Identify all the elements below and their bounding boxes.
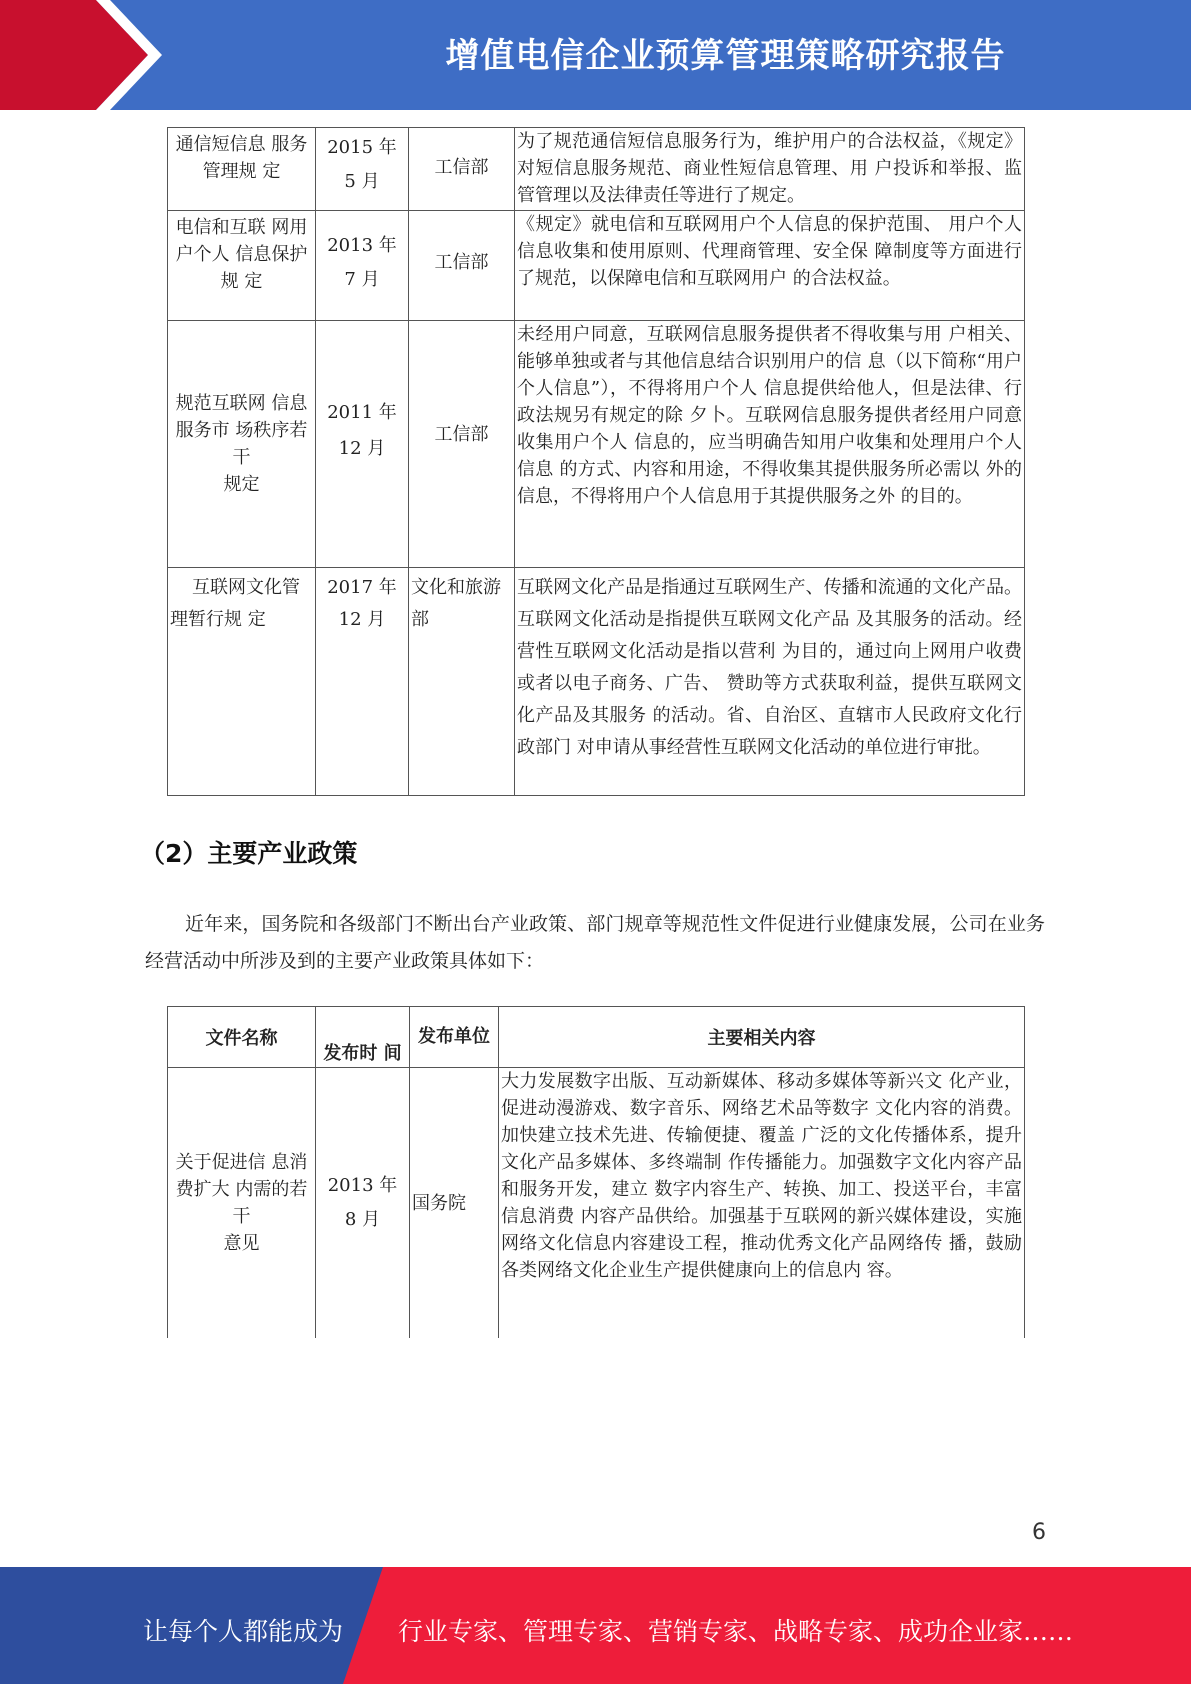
regulation-name: 通信短信息 服务管理规 定 [168, 128, 316, 211]
policy-date: 2013 年 8 月 [316, 1068, 410, 1339]
header-issuer: 发布单位 [410, 1007, 499, 1068]
table-row [168, 321, 1025, 568]
regulation-dept: 工信部 [409, 211, 515, 321]
page-header [0, 0, 1191, 110]
regulation-date: 2013 年 7 月 [316, 211, 409, 321]
table-row [168, 1068, 1025, 1339]
policy-issuer: 国务院 [410, 1068, 499, 1339]
regulation-name: 互联网文化管理暂行规 定 [168, 568, 316, 796]
regulation-content: 为了规范通信短信息服务行为，维护用户的合法权益，《规定》对短信息服务规范、商业性短信息管理、用 户投诉和举报、监管管理以及法律责任等进行了规定。 [515, 128, 1025, 211]
policy-name: 关于促进信 息消费扩大 内需的若干 意见 [168, 1068, 316, 1339]
footer-slogan-right: 行业专家、管理专家、营销专家、战略专家、成功企业家…… [398, 1617, 1074, 1646]
regulation-date: 2015 年 5 月 [316, 128, 409, 211]
header-file-name: 文件名称 [168, 1007, 316, 1068]
regulation-date: 2017 年 12 月 [316, 568, 409, 796]
regulation-content: 互联网文化产品是指通过互联网生产、传播和流通的文化产品。互联网文化活动是指提供互联网文化产品 及其服务的活动。经营性互联网文化活动是指以营利 为目的，通过向上网用户收费或者以电子商务、广告、 赞助等方式获取利益，提供互联网文化产品及其服务 的活动。省、自治区、直辖市人民政府文化行政部门 对申请从事经营性互联网文化活动的单位进行审批。 [515, 568, 1025, 796]
table-header-row [168, 1007, 1025, 1068]
table-row [168, 568, 1025, 796]
industry-policy-table [167, 1006, 1025, 1338]
regulation-date: 2011 年 12 月 [316, 321, 409, 568]
header-content: 主要相关内容 [499, 1007, 1025, 1068]
section-heading: （2）主要产业政策 [140, 839, 358, 868]
table-row [168, 128, 1025, 211]
regulations-table [167, 127, 1025, 796]
regulation-content: 《规定》就电信和互联网用户个人信息的保护范围、 用户个人信息收集和使用原则、代理商管理、安全保 障制度等方面进行了规范，以保障电信和互联网用户 的合法权益。 [515, 211, 1025, 321]
intro-paragraph: 近年来，国务院和各级部门不断出台产业政策、部门规章等规范性文件促进行业健康发展，公司在业务经营活动中所涉及到的主要产业政策具体如下： [145, 913, 1045, 972]
regulation-content: 未经用户同意，互联网信息服务提供者不得收集与用 户相关、能够单独或者与其他信息结合识别用户的信 息（以下简称“用户个人信息”），不得将用户个人 信息提供给他人，但是法律、行政法规另有规定的除 夕卜。互联网信息服务提供者经用户同意收集用户个人 信息的，应当明确告知用户收集和处理用户个人信息 的方式、内容和用途，不得收集其提供服务所必需以 外的信息，不得将用户个人信息用于其提供服务之外 的目的。 [515, 321, 1025, 568]
table-row [168, 211, 1025, 321]
page-footer [0, 1567, 1191, 1684]
regulation-dept: 文化和旅游部 [409, 568, 515, 796]
regulation-dept: 工信部 [409, 321, 515, 568]
header-release-date: 发布时 间 [316, 1007, 410, 1068]
regulation-name: 电信和互联 网用户个人 信息保护规 定 [168, 211, 316, 321]
regulation-dept: 工信部 [409, 128, 515, 211]
footer-slogan-left: 让每个人都能成为 [143, 1617, 344, 1646]
regulation-name: 规范互联网 信息服务市 场秩序若干 规定 [168, 321, 316, 568]
report-title: 增值电信企业预算管理策略研究报告 [445, 36, 1006, 76]
policy-content: 大力发展数字出版、互动新媒体、移动多媒体等新兴文 化产业，促进动漫游戏、数字音乐、网络艺术品等数字 文化内容的消费。加快建立技术先进、传输便捷、覆盖 广泛的文化传播体系，提升文化产品多媒体、多终端制 作传播能力。加强数字文化内容产品和服务开发，建立 数字内容生产、转换、加工、投送平台，丰富信息消费 内容产品供给。加强基于互联网的新兴媒体建设，实施 网络文化信息内容建设工程，推动优秀文化产品网络传 播，鼓励各类网络文化企业生产提供健康向上的信息内 容。 [499, 1068, 1025, 1339]
page-number: 6 [1032, 1520, 1046, 1545]
